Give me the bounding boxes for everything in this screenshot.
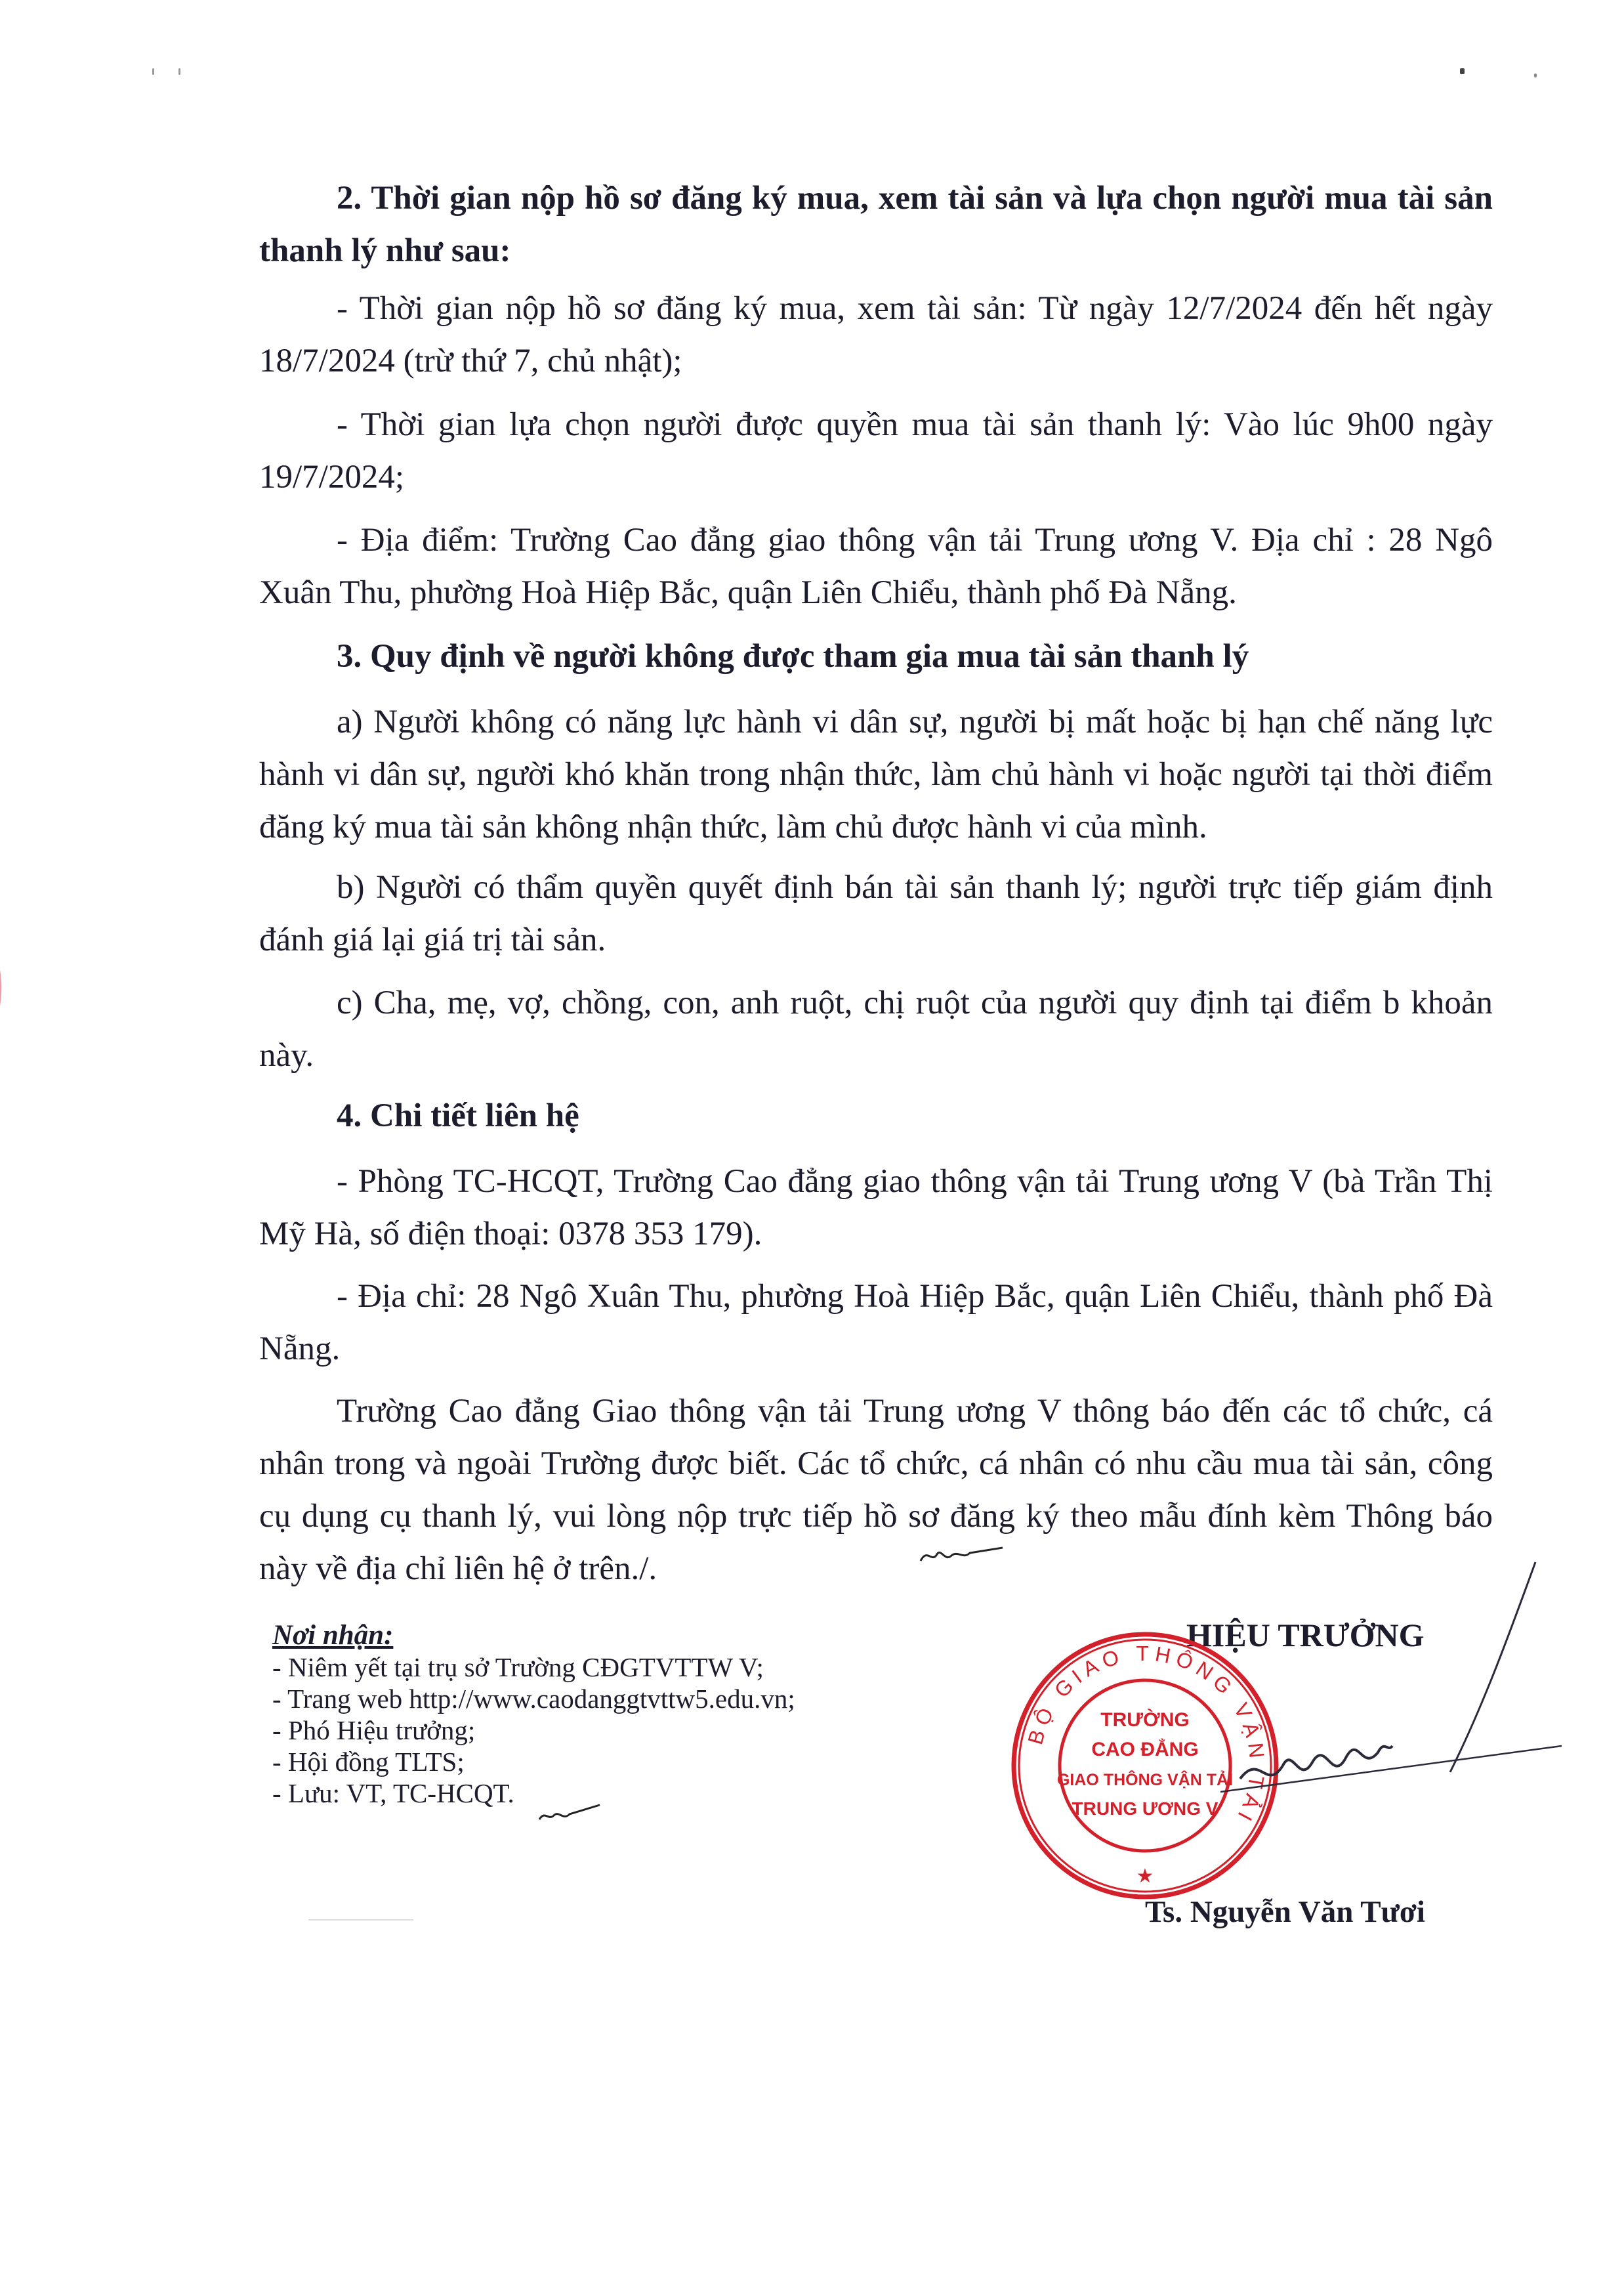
divider	[308, 1919, 413, 1921]
scan-speck	[1534, 74, 1537, 77]
recipient-item: - Phó Hiệu trưởng;	[272, 1715, 476, 1745]
section-3-item-a: a) Người không có năng lực hành vi dân sự, người bị mất hoặc bị hạn chế năng lực hành vi dân sự, người khó khăn trong nhận thức, làm chủ hành vi hoặc người tại thời điểm đăng ký mua tài sản không nhận thức, làm chủ được hành vi của mình.	[259, 704, 1493, 845]
section-3-heading: 3. Quy định về người không được tham gia mua tài sản thanh lý	[337, 638, 1249, 675]
section-3-item-b: b) Người có thẩm quyền quyết định bán tài sản thanh lý; người trực tiếp giám định đánh giá lại giá trị tài sản.	[259, 869, 1493, 958]
recipient-item: - Niêm yết tại trụ sở Trường CĐGTVTTW V;	[272, 1652, 764, 1682]
section-2-item-2: - Thời gian lựa chọn người được quyền mua tài sản thanh lý: Vào lúc 9h00 ngày 19/7/2024;	[259, 406, 1493, 496]
scan-speck	[152, 68, 154, 75]
section-2-heading: 2. Thời gian nộp hồ sơ đăng ký mua, xem tài sản và lựa chọn người mua tài sản thanh lý như sau:	[259, 180, 1493, 269]
section-2-item-1: - Thời gian nộp hồ sơ đăng ký mua, xem tài sản: Từ ngày 12/7/2024 đến hết ngày 18/7/2024 (trừ thứ 7, chủ nhật);	[259, 290, 1493, 379]
recipient-item: - Trang web http://www.caodanggtvttw5.edu.vn;	[272, 1684, 795, 1714]
handwritten-signature	[1220, 1556, 1588, 1851]
handwritten-initial-mark	[537, 1801, 602, 1827]
recipients-block	[272, 1620, 795, 1809]
signer-name: Ts. Nguyễn Văn Tươi	[1145, 1895, 1425, 1929]
closing-paragraph: Trường Cao đẳng Giao thông vận tải Trung ương V thông báo đến các tổ chức, cá nhân trong và ngoài Trường được biết. Các tổ chức, cá nhân có nhu cầu mua tài sản, công cụ dụng cụ thanh lý, vui lòng nộp trực tiếp hồ sơ đăng ký theo mẫu đính kèm Thông báo này về địa chỉ liên hệ ở trên./.	[259, 1393, 1493, 1587]
seal-line-4: TRUNG ƯƠNG V	[1072, 1798, 1218, 1819]
seal-ring-text: BỘ GIAO THÔNG VẬN TẢI	[1023, 1641, 1270, 1830]
signer-title: HIỆU TRƯỞNG	[1186, 1617, 1425, 1653]
recipient-item: - Hội đồng TLTS;	[272, 1747, 465, 1777]
section-2-item-3: - Địa điểm: Trường Cao đẳng giao thông vận tải Trung ương V. Địa chỉ : 28 Ngô Xuân Thu, phường Hoà Hiệp Bắc, quận Liên Chiểu, thành phố Đà Nẵng.	[259, 522, 1493, 611]
section-4-item-2: - Địa chỉ: 28 Ngô Xuân Thu, phường Hoà Hiệp Bắc, quận Liên Chiểu, thành phố Đà Nẵng.	[259, 1278, 1493, 1367]
section-4-item-1: - Phòng TC-HCQT, Trường Cao đẳng giao thông vận tải Trung ương V (bà Trần Thị Mỹ Hà, số điện thoại: 0378 353 179).	[259, 1163, 1493, 1252]
seal-line-3: GIAO THÔNG VẬN TẢI	[1056, 1771, 1234, 1789]
section-3-item-c: c) Cha, mẹ, vợ, chồng, con, anh ruột, chị ruột của người quy định tại điểm b khoản này.	[259, 985, 1493, 1074]
seal-line-1: TRƯỜNG	[1100, 1709, 1190, 1731]
recipient-item: - Lưu: VT, TC-HCQT.	[272, 1778, 514, 1808]
handwritten-initial-mark	[917, 1541, 1009, 1567]
scan-speck	[1460, 68, 1465, 74]
partial-stamp-mark	[0, 880, 52, 1096]
section-4-heading: 4. Chi tiết liên hệ	[337, 1097, 579, 1134]
recipients-title: Nơi nhận:	[272, 1620, 394, 1651]
seal-line-2: CAO ĐẲNG	[1091, 1739, 1199, 1760]
seal-star-icon: ★	[1136, 1865, 1154, 1888]
scan-speck	[178, 68, 180, 75]
